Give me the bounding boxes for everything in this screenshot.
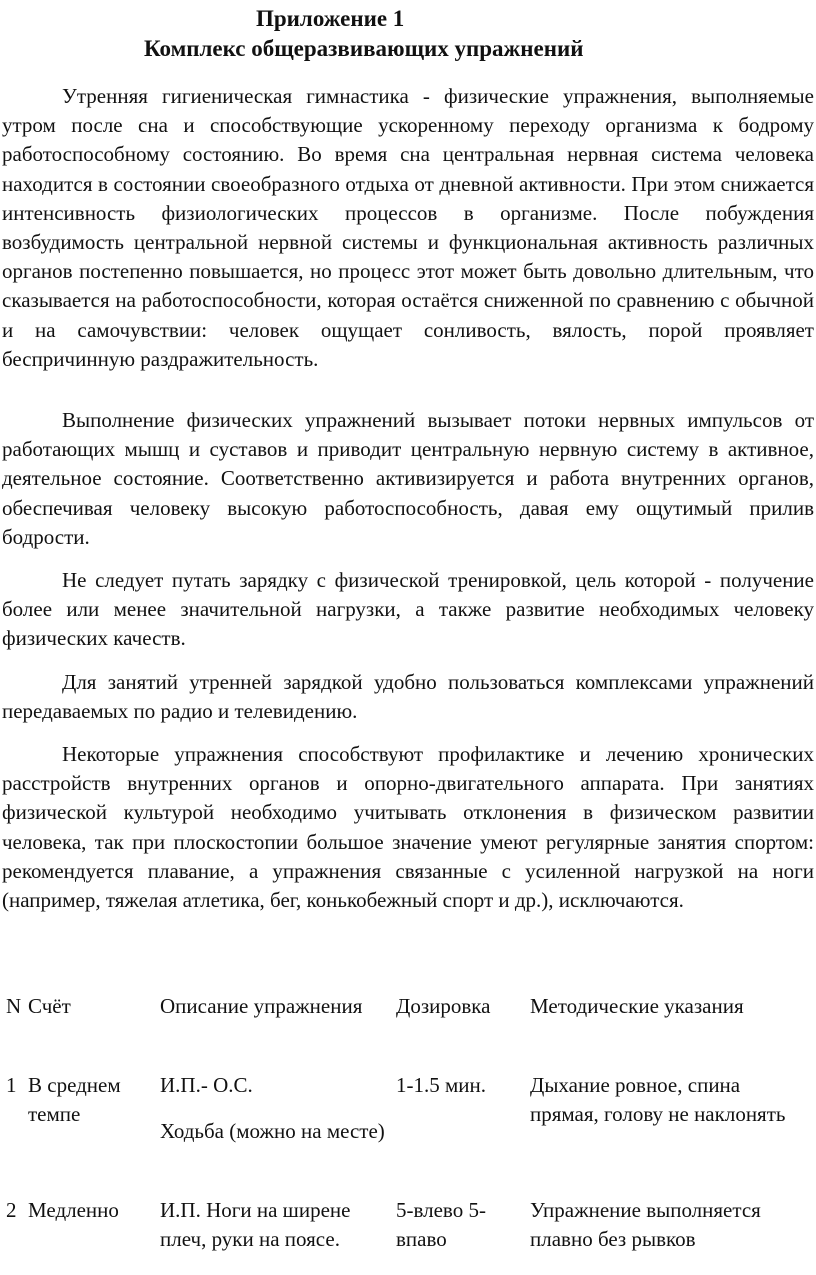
row-dosage: 5-влево 5-впаво (396, 1198, 486, 1251)
row-description: Ходьба (можно на месте) (160, 1119, 385, 1143)
header-number: N (6, 994, 22, 1018)
row-method: Упражнение выполняется плавно без рывков (530, 1198, 761, 1251)
appendix-title: Приложение 1 (256, 6, 405, 31)
header-count: Счёт (28, 994, 71, 1018)
header-method: Методические указания (530, 994, 744, 1018)
paragraph-prophylaxis: Некоторые упражнения способствуют профилактике и лечению хронических расстройств внутренних органов и опорно-двигательного аппарата. При занятиях физической культурой необходимо учитывать отклонения в физическом развитии человека, так при плоскостопии большое значение умеют регулярные занятия спортом: рекомендуется плавание, а упражнения связанные с усиленной нагрузкой на ноги (например, тяжелая атлетика, бег, конькобежный спорт и др.), исключаются. (2, 742, 814, 913)
paragraph-morning-gymnastics: Утренняя гигиеническая гимнастика - физические упражнения, выполняемые утром после сна и способствующие ускоренному переходу организма к бодрому работоспособному состоянию. Во время сна центральная нервная система человека находится в состоянии своеобразного отдыха от дневной активности. При этом снижается интенсивность физиологических процессов в организме. После побуждения возбудимость центральной нервной системы и функциональная активность различных органов постепенно повышается, но процесс этот может быть довольно длительным, что сказывается на работоспособности, которая остаётся сниженной по сравнению с обычной и на самочувствии: человек ощущает сонливость, вялость, порой проявляет беспричинную раздражительность. (2, 84, 814, 371)
row-dosage: 1-1.5 мин. (396, 1073, 487, 1097)
document-title: Комплекс общеразвивающих упражнений (144, 36, 584, 61)
header-dosage: Дозировка (396, 994, 491, 1018)
row-start-position: И.П.- О.С. (160, 1073, 253, 1097)
row-count: В среднем темпе (28, 1073, 121, 1126)
row-count: Медленно (28, 1198, 119, 1222)
row-method: Дыхание ровное, спина прямая, голову не наклонять (530, 1073, 786, 1126)
paragraph-exercise-effects: Выполнение физических упражнений вызывает потоки нервных импульсов от работающих мышц и суставов и приводит центральную нервную систему в активное, деятельное состояние. Соответственно активизируется и работа внутренних органов, обеспечивая человеку высокую работоспособность, давая ему ощутимый прилив бодрости. (2, 408, 814, 549)
row-description: И.П. Ноги на ширене плеч, руки на поясе. (160, 1198, 351, 1251)
row-number: 2 (6, 1198, 17, 1222)
row-number: 1 (6, 1073, 17, 1097)
paragraph-radio-tv: Для занятий утренней зарядкой удобно пользоваться комплексами упражнений передаваемых по радио и телевидению. (2, 670, 814, 724)
header-description: Описание упражнения (160, 994, 363, 1018)
paragraph-training-difference: Не следует путать зарядку с физической тренировкой, цель которой - получение более или менее значительной нагрузки, а также развитие необходимых человеку физических качеств. (2, 568, 814, 651)
